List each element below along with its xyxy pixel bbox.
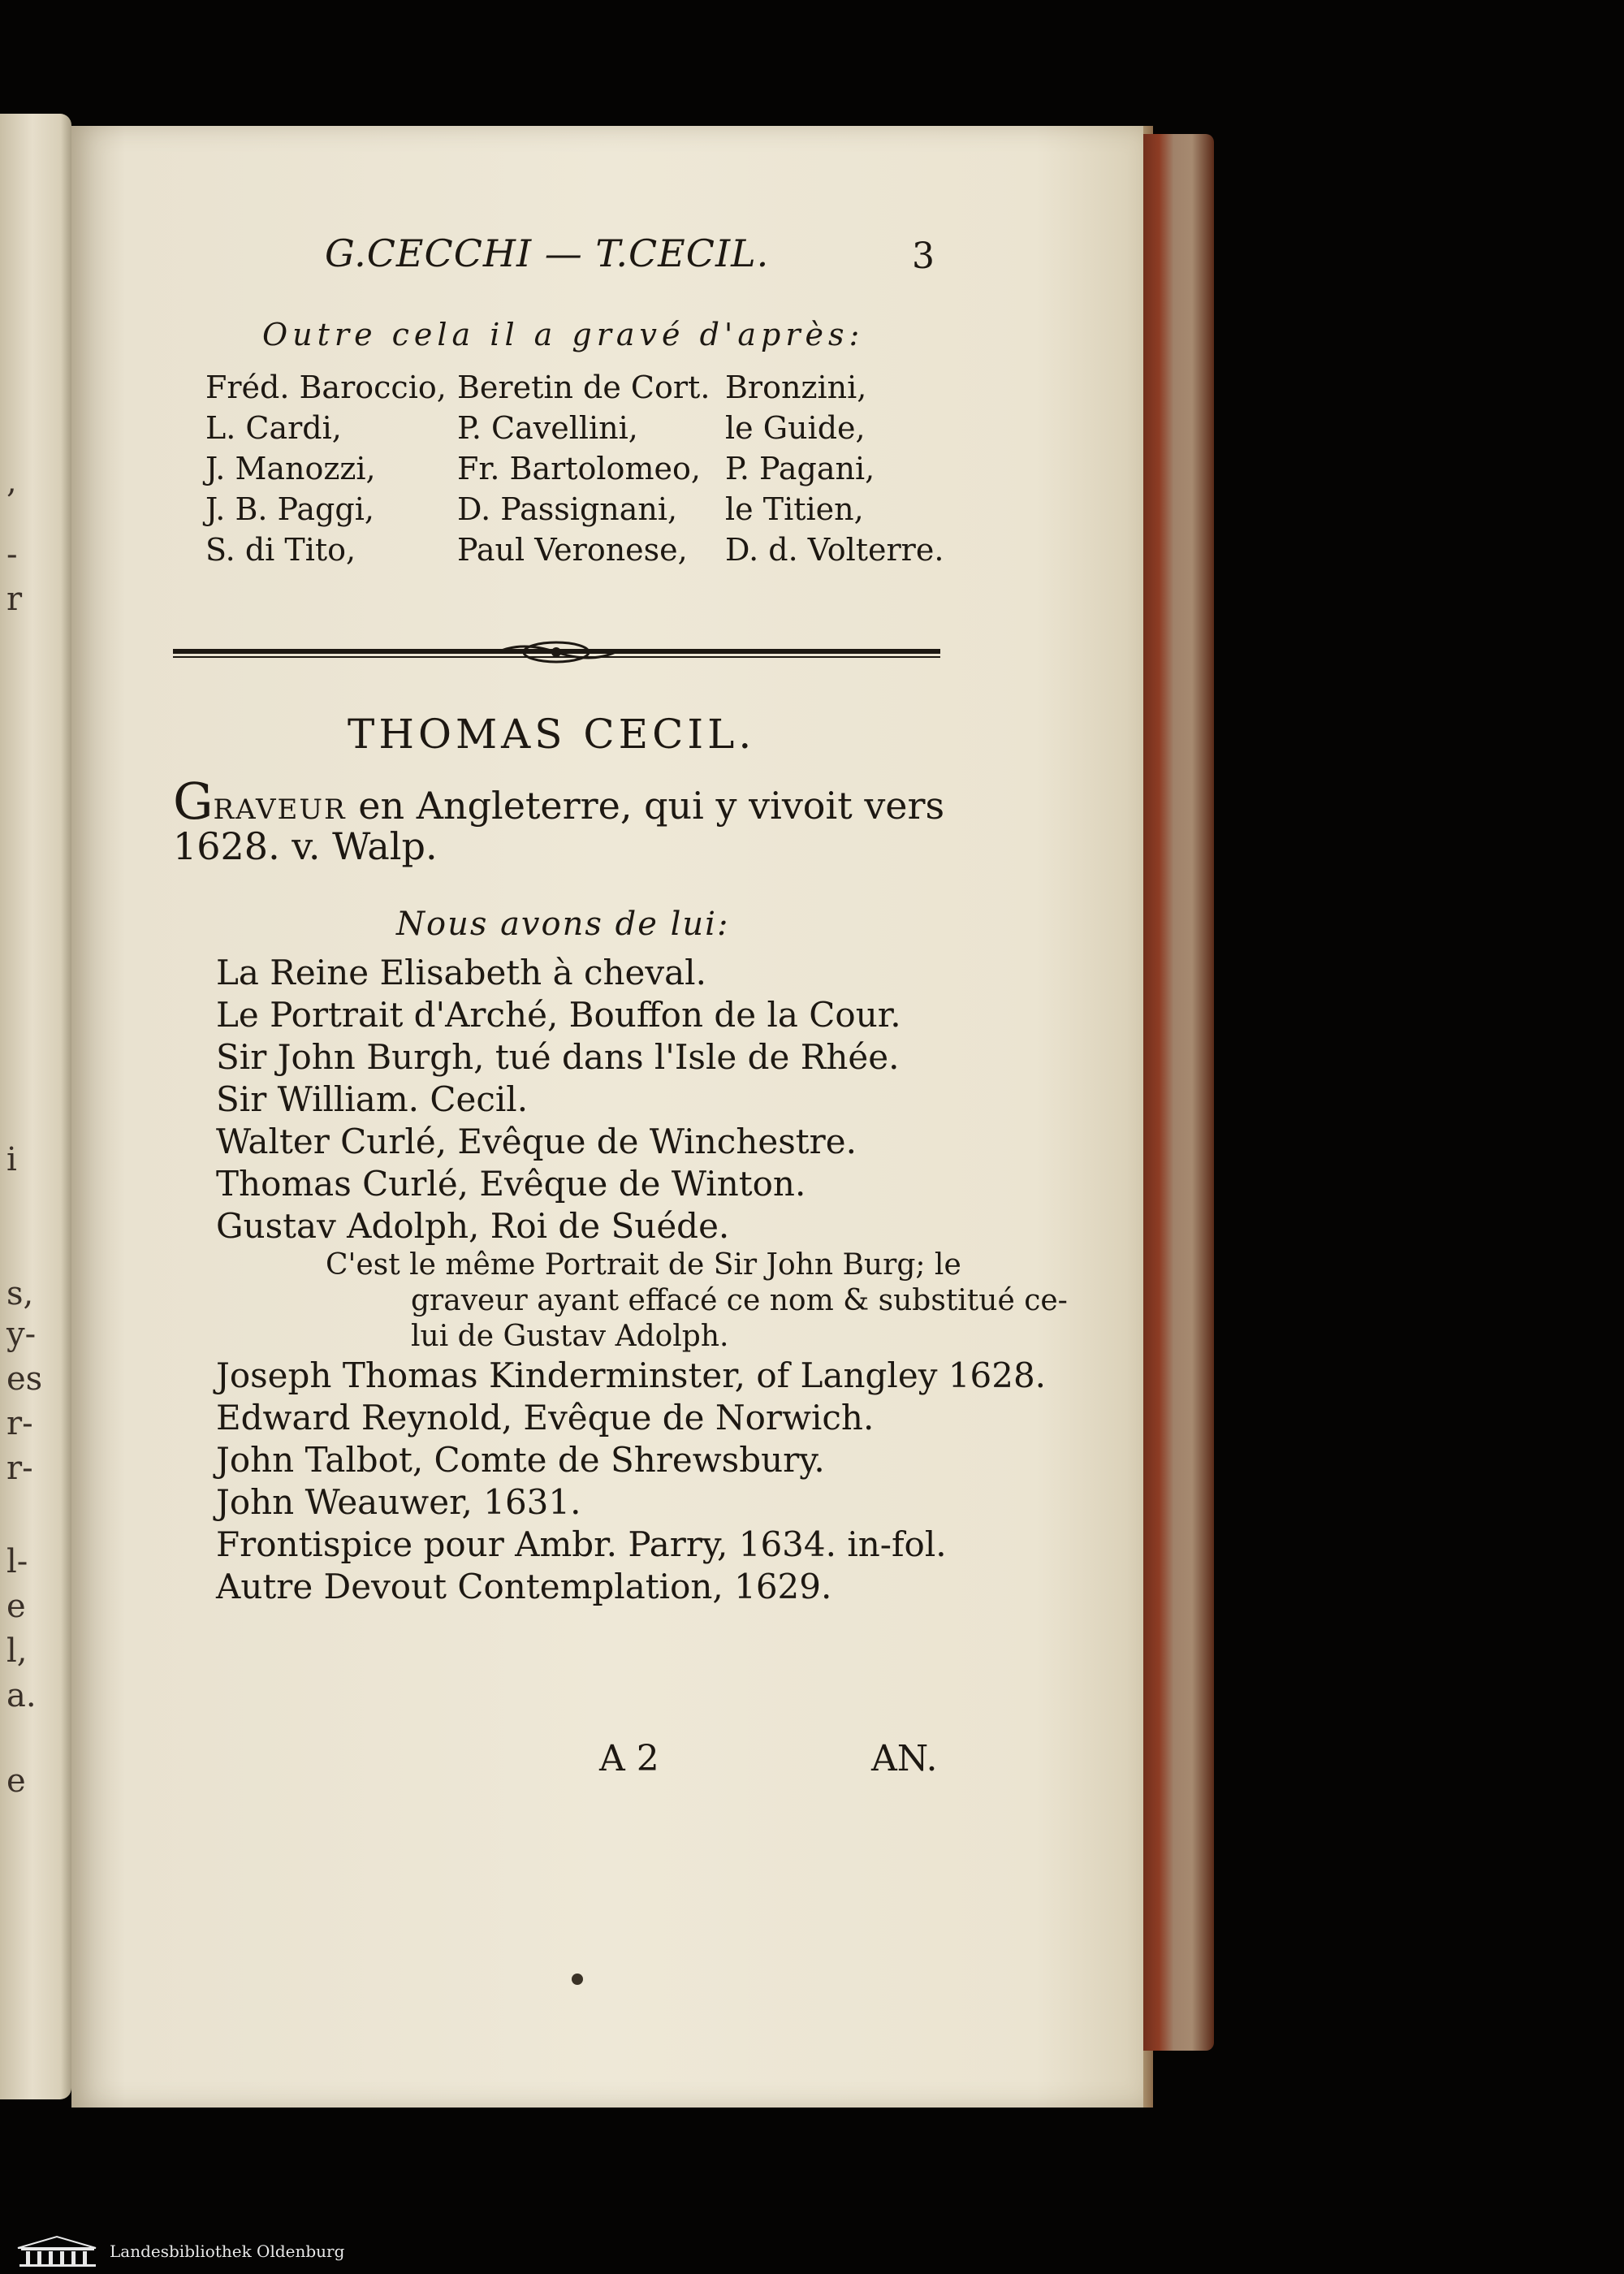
artist-name: J. Manozzi, bbox=[205, 451, 376, 486]
artist-name: Beretin de Cort. bbox=[457, 370, 710, 405]
work-item: John Weauwer, 1631. bbox=[216, 1482, 581, 1522]
library-logo-icon bbox=[15, 2233, 100, 2269]
left-fragment: a. bbox=[6, 1677, 37, 1714]
entry-title: THOMAS CECIL. bbox=[348, 711, 756, 758]
previous-page-edge bbox=[0, 114, 71, 2099]
library-name: Landesbibliothek Oldenburg bbox=[110, 2242, 345, 2261]
left-fragment: l, bbox=[6, 1632, 28, 1670]
left-fragment: r- bbox=[6, 1450, 33, 1487]
entry-text: en Angleterre, qui y vivoit vers bbox=[346, 784, 945, 828]
artist-row bbox=[205, 451, 1017, 491]
artist-name: Bronzini, bbox=[725, 370, 867, 405]
artist-name: D. Passignani, bbox=[457, 491, 678, 527]
artist-name: L. Cardi, bbox=[205, 410, 342, 446]
work-item: Thomas Curlé, Evêque de Winton. bbox=[216, 1164, 806, 1204]
left-fragment: e bbox=[6, 1762, 26, 1800]
work-item: Gustav Adolph, Roi de Suéde. bbox=[216, 1206, 730, 1246]
artist-list bbox=[205, 370, 1017, 573]
works-list bbox=[216, 953, 1068, 1609]
artist-name: P. Cavellini, bbox=[457, 410, 638, 446]
drop-initial: G bbox=[173, 772, 214, 831]
artist-name: Fr. Bartolomeo, bbox=[457, 451, 701, 486]
smallcaps-word: RAVEUR bbox=[213, 793, 347, 826]
entry-text-line: 1628. v. Walp. bbox=[173, 824, 438, 868]
artist-row bbox=[205, 370, 1017, 410]
work-item: Walter Curlé, Evêque de Winchestre. bbox=[216, 1122, 857, 1161]
artist-row bbox=[205, 491, 1017, 532]
left-fragment: i bbox=[6, 1141, 17, 1178]
artist-name: le Titien, bbox=[725, 491, 864, 527]
work-item: Frontispice pour Ambr. Parry, 1634. in-fol. bbox=[216, 1524, 947, 1564]
artist-name: Paul Veronese, bbox=[457, 532, 688, 568]
note-line: graveur ayant effacé ce nom & substitué ce- bbox=[411, 1284, 1068, 1317]
works-heading: Nous avons de lui: bbox=[396, 906, 730, 943]
left-fragment: s, bbox=[6, 1275, 34, 1312]
signature-mark: A 2 bbox=[599, 1738, 659, 1779]
paper-spot bbox=[572, 1974, 583, 1985]
left-fragment: es bbox=[6, 1360, 43, 1398]
left-fragment: - bbox=[6, 536, 18, 573]
artist-name: D. d. Volterre. bbox=[725, 532, 944, 568]
running-head: G.CECCHI — T.CECIL. bbox=[325, 231, 770, 275]
work-item: Autre Devout Contemplation, 1629. bbox=[216, 1567, 832, 1606]
work-item: Joseph Thomas Kinderminster, of Langley 1628. bbox=[216, 1355, 1047, 1395]
subheading: Outre cela il a gravé d'après: bbox=[262, 317, 865, 352]
note-line: lui de Gustav Adolph. bbox=[411, 1320, 729, 1353]
work-item: La Reine Elisabeth à cheval. bbox=[216, 953, 706, 992]
left-fragment: e bbox=[6, 1588, 26, 1625]
ornamental-rule bbox=[173, 638, 940, 670]
work-item: Sir William. Cecil. bbox=[216, 1079, 529, 1119]
artist-name: Fréd. Baroccio, bbox=[205, 370, 447, 405]
left-fragment: , bbox=[6, 463, 17, 500]
artist-name: le Guide, bbox=[725, 410, 866, 446]
book-page bbox=[71, 126, 1143, 2108]
left-fragment: l- bbox=[6, 1543, 28, 1580]
left-fragment: r- bbox=[6, 1405, 33, 1442]
artist-name: S. di Tito, bbox=[205, 532, 356, 568]
page-number: 3 bbox=[912, 236, 935, 277]
artist-row bbox=[205, 410, 1017, 451]
artist-name: J. B. Paggi, bbox=[205, 491, 374, 527]
note-line: C'est le même Portrait de Sir John Burg; le bbox=[326, 1248, 961, 1282]
book-binding bbox=[1141, 134, 1214, 2051]
artist-name: P. Pagani, bbox=[725, 451, 875, 486]
artist-row bbox=[205, 532, 1017, 573]
work-item: John Talbot, Comte de Shrewsbury. bbox=[216, 1440, 825, 1480]
left-fragment: y- bbox=[6, 1316, 37, 1353]
work-item: Le Portrait d'Arché, Bouffon de la Cour. bbox=[216, 995, 901, 1035]
entry-text-line bbox=[173, 772, 944, 831]
catchword: AN. bbox=[871, 1738, 938, 1779]
left-fragment: r bbox=[6, 581, 23, 618]
work-item: Sir John Burgh, tué dans l'Isle de Rhée. bbox=[216, 1037, 900, 1077]
work-item: Edward Reynold, Evêque de Norwich. bbox=[216, 1398, 875, 1437]
